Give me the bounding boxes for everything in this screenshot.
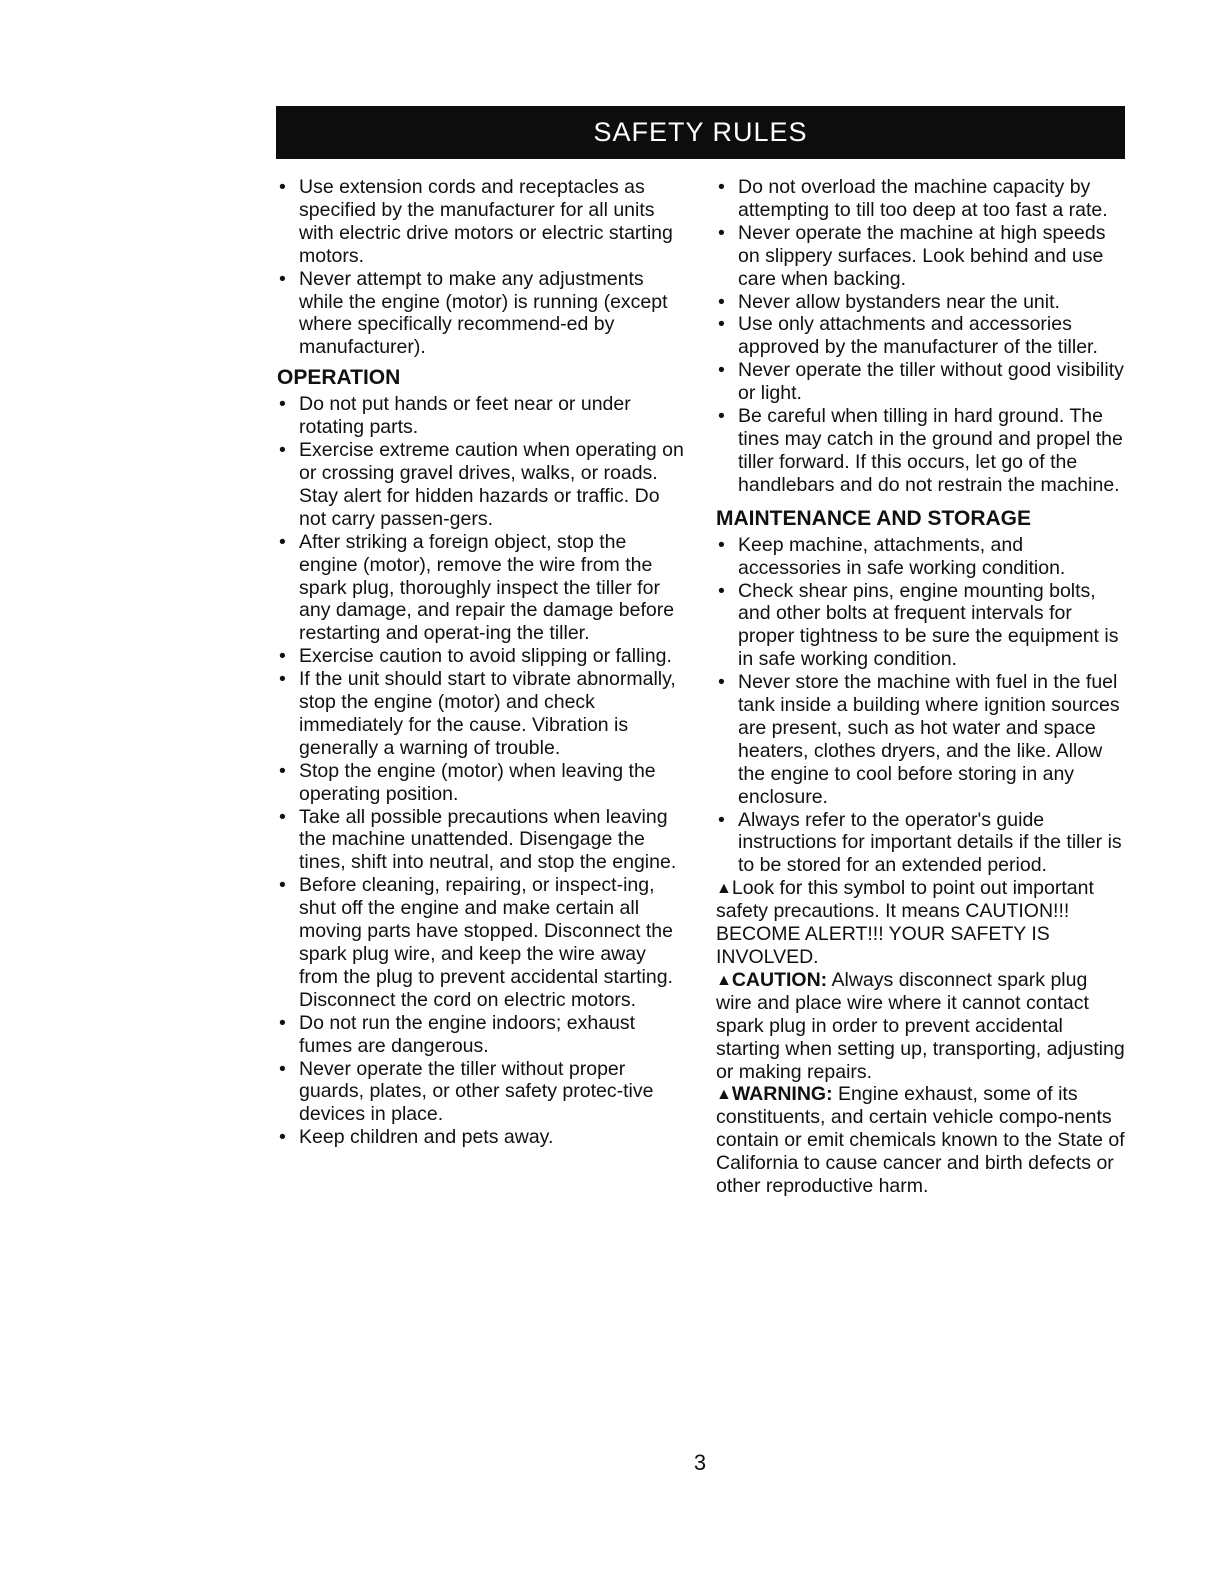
operation-list-continued — [716, 176, 1128, 497]
list-item: • Stop the engine (motor) when leaving the operating position. — [277, 760, 687, 806]
left-column — [277, 176, 687, 1149]
symbol-note-text: Look for this symbol to point out important safety precautions. It means CAUTION!!! BECOME ALERT!!! YOUR SAFETY IS INVOLVED. — [716, 877, 1094, 968]
list-item: • Never attempt to make any adjustments while the engine (motor) is running (except where specifically recommend-ed by manufacturer). — [277, 268, 687, 360]
warning-triangle-icon: ▲ — [716, 971, 732, 989]
caution-note — [716, 969, 1128, 1084]
list-item: • Do not run the engine indoors; exhaust fumes are dangerous. — [277, 1012, 687, 1058]
section-header-bar — [276, 106, 1125, 159]
operation-heading: OPERATION — [277, 366, 401, 390]
warning-triangle-icon: ▲ — [716, 880, 732, 898]
list-item: • Check shear pins, engine mounting bolts, and other bolts at frequent intervals for proper tightness to be sure the equipment is in safe working condition. — [716, 580, 1128, 672]
list-item: • Be careful when tilling in hard ground. The tines may catch in the ground and propel the tiller forward. If this occurs, let go of the handlebars and do not restrain the machine. — [716, 405, 1128, 497]
list-item: • Do not put hands or feet near or under rotating parts. — [277, 393, 687, 439]
list-item: • Exercise extreme caution when operating on or crossing gravel drives, walks, or roads. Stay alert for hidden hazards or traffic. Do not carry passen-gers. — [277, 439, 687, 531]
list-item: • Keep children and pets away. — [277, 1126, 687, 1149]
right-column — [716, 176, 1128, 1198]
list-item: • If the unit should start to vibrate abnormally, stop the engine (motor) and check immediately for the cause. Vibration is generally a warning of trouble. — [277, 668, 687, 760]
list-item: • Do not overload the machine capacity by attempting to till too deep at too fast a rate. — [716, 176, 1128, 222]
operation-list — [277, 393, 687, 1149]
page-title: SAFETY RULES — [593, 117, 808, 147]
warning-note — [716, 1083, 1128, 1198]
list-item: • Keep machine, attachments, and accessories in safe working condition. — [716, 534, 1128, 580]
list-item: • Before cleaning, repairing, or inspect-ing, shut off the engine and make certain all moving parts have stopped. Disconnect the spark plug wire, and keep the wire away from the plug to prevent accidental starting. Disconnect the cord on electric motors. — [277, 874, 687, 1011]
list-item: • Exercise caution to avoid slipping or falling. — [277, 645, 687, 668]
list-item: • Always refer to the operator's guide instructions for important details if the tiller is to be stored for an extended period. — [716, 809, 1128, 878]
symbol-note — [716, 877, 1128, 969]
caution-label: CAUTION: — [731, 968, 828, 991]
maintenance-list — [716, 534, 1128, 878]
list-item: • Take all possible precautions when leaving the machine unattended. Disengage the tines, shift into neutral, and stop the engine. — [277, 806, 687, 875]
warning-triangle-icon: ▲ — [716, 1086, 732, 1104]
list-item: • Never operate the machine at high speeds on slippery surfaces. Look behind and use care when backing. — [716, 222, 1128, 291]
warning-text: Engine exhaust, some of its constituents, and certain vehicle compo-nents contain or emit chemicals known to the State of California to cause cancer and birth defects or other reproductive harm. — [716, 1083, 1125, 1198]
list-item: • Use only attachments and accessories approved by the manufacturer of the tiller. — [716, 313, 1128, 359]
list-item: • Never allow bystanders near the unit. — [716, 291, 1128, 314]
list-item: • Use extension cords and receptacles as specified by the manufacturer for all units with electric drive motors or electric starting motors. — [277, 176, 687, 268]
list-item: • Never operate the tiller without proper guards, plates, or other safety protec-tive devices in place. — [277, 1058, 687, 1127]
list-item: • Never operate the tiller without good visibility or light. — [716, 359, 1128, 405]
page-number: 3 — [693, 1450, 707, 1475]
warning-label: WARNING: — [731, 1083, 833, 1106]
intro-list — [277, 176, 687, 359]
list-item: • After striking a foreign object, stop the engine (motor), remove the wire from the spark plug, thoroughly inspect the tiller for any damage, and repair the damage before restarting and operat-ing the tiller. — [277, 531, 687, 646]
maintenance-heading: MAINTENANCE AND STORAGE — [716, 506, 1032, 530]
list-item: • Never store the machine with fuel in the fuel tank inside a building where ignition sources are present, such as hot water and space heaters, clothes dryers, and the like. Allow the engine to cool before storing in any enclosure. — [716, 671, 1128, 808]
caution-text: Always disconnect spark plug wire and place wire where it cannot contact spark plug in order to prevent accidental starting when setting up, transporting, adjusting or making repairs. — [716, 968, 1125, 1083]
